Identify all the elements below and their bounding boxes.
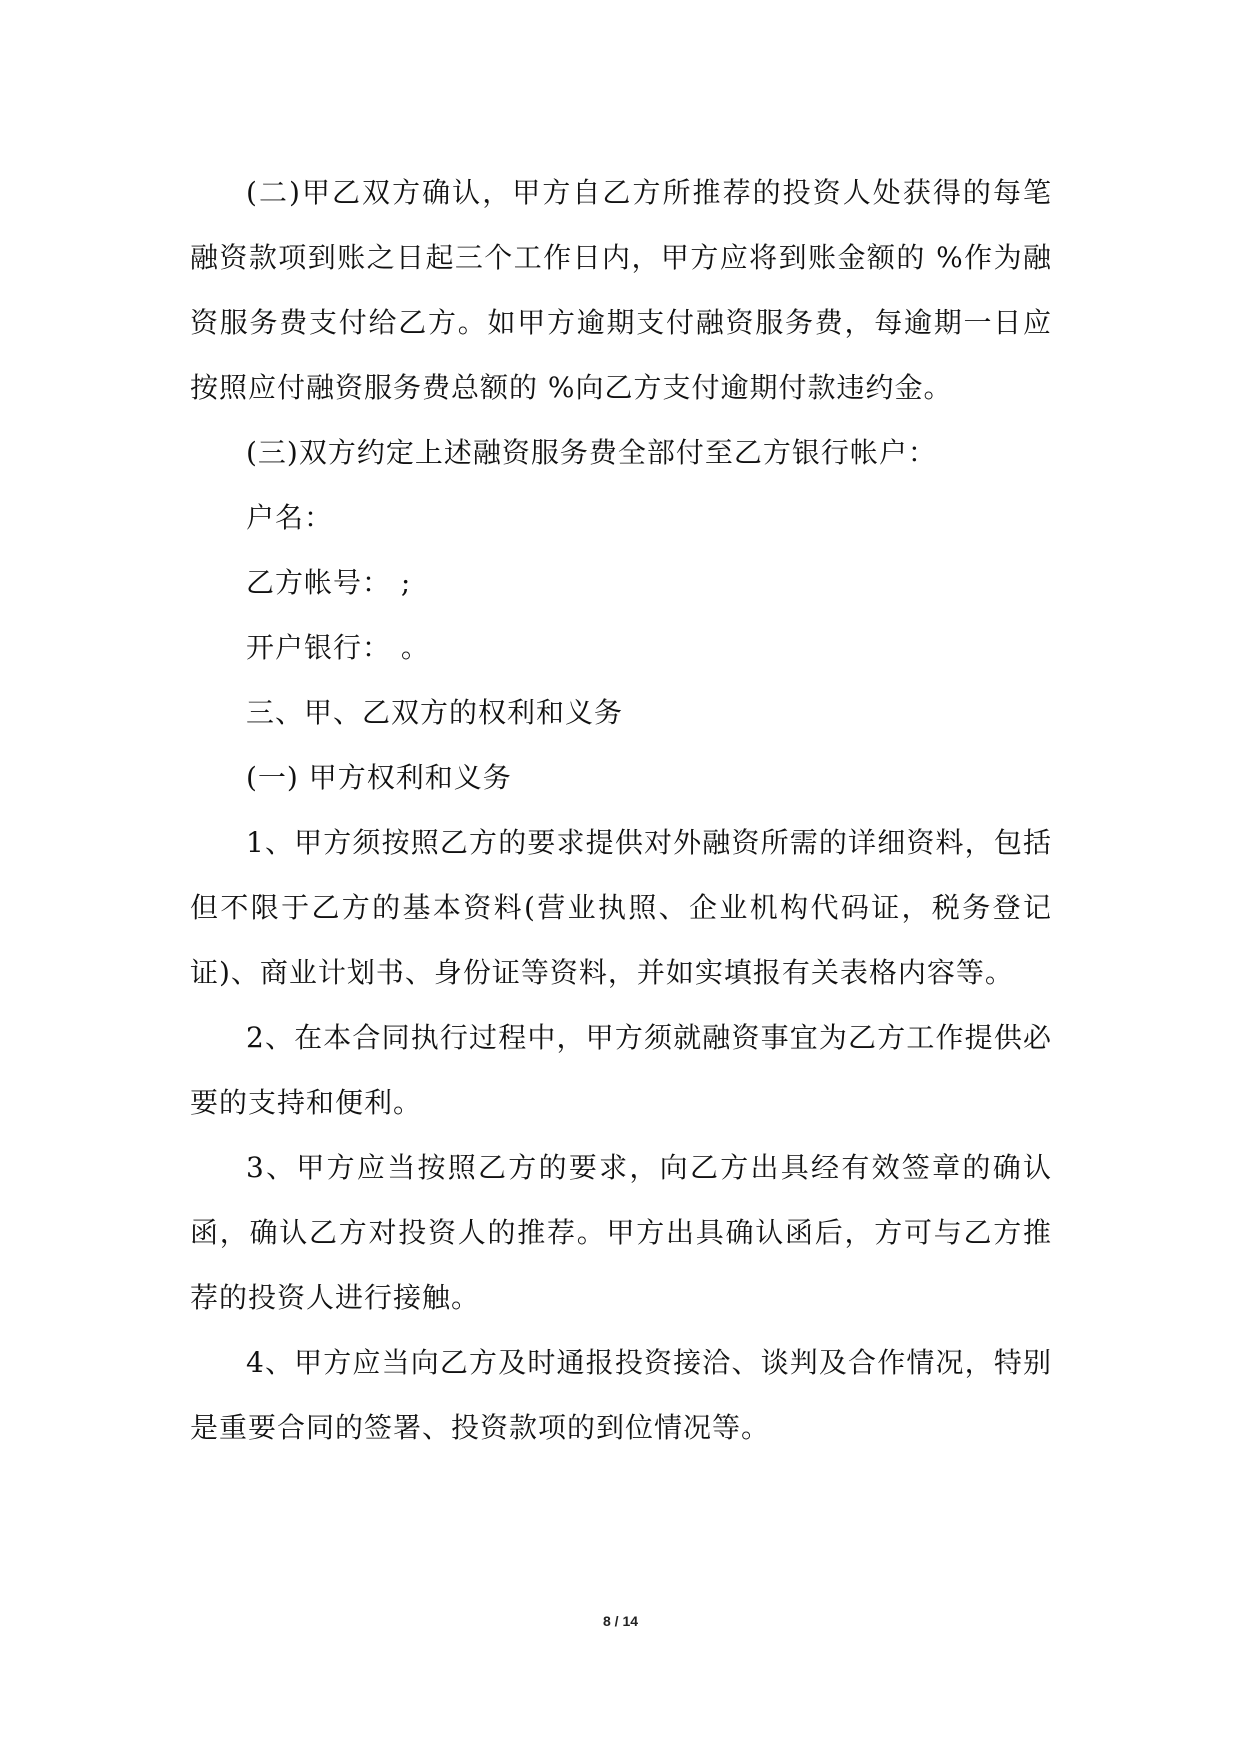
subsection-heading-party-a: (一) 甲方权利和义务 [246, 761, 512, 794]
paragraph-financing-fee: (二)甲乙双方确认，甲方自乙方所推荐的投资人处获得的每笔融资款项到账之日起三个工作日内，甲方应将到账金额的 %作为融资服务费支付给乙方。如甲方逾期支付融资服务费，每逾期一日应按照应付融资服务费总额的 %向乙方支付逾期付款违约金。 [190, 176, 1052, 404]
paragraph-opening-bank: 开户银行： 。 [246, 631, 430, 664]
page-number: 8 / 14 [602, 1613, 639, 1629]
section-heading-rights-obligations: 三、甲、乙双方的权利和义务 [246, 696, 624, 729]
paragraph-account-name: 户名： [246, 501, 334, 534]
clause-3: 3、甲方应当按照乙方的要求，向乙方出具经有效签章的确认函，确认乙方对投资人的推荐。甲方出具确认函后，方可与乙方推荐的投资人进行接触。 [190, 1151, 1052, 1314]
document-body [190, 160, 1052, 1460]
paragraph-account-number: 乙方帐号： ; [246, 566, 412, 599]
clause-1: 1、甲方须按照乙方的要求提供对外融资所需的详细资料，包括但不限于乙方的基本资料(营业执照、企业机构代码证，税务登记证)、商业计划书、身份证等资料，并如实填报有关表格内容等。 [190, 826, 1052, 989]
paragraph-bank-account: (三)双方约定上述融资服务费全部付至乙方银行帐户： [246, 436, 937, 469]
clause-4: 4、甲方应当向乙方及时通报投资接洽、谈判及合作情况，特别是重要合同的签署、投资款项的到位情况等。 [190, 1346, 1052, 1444]
clause-2: 2、在本合同执行过程中，甲方须就融资事宜为乙方工作提供必要的支持和便利。 [190, 1021, 1052, 1119]
